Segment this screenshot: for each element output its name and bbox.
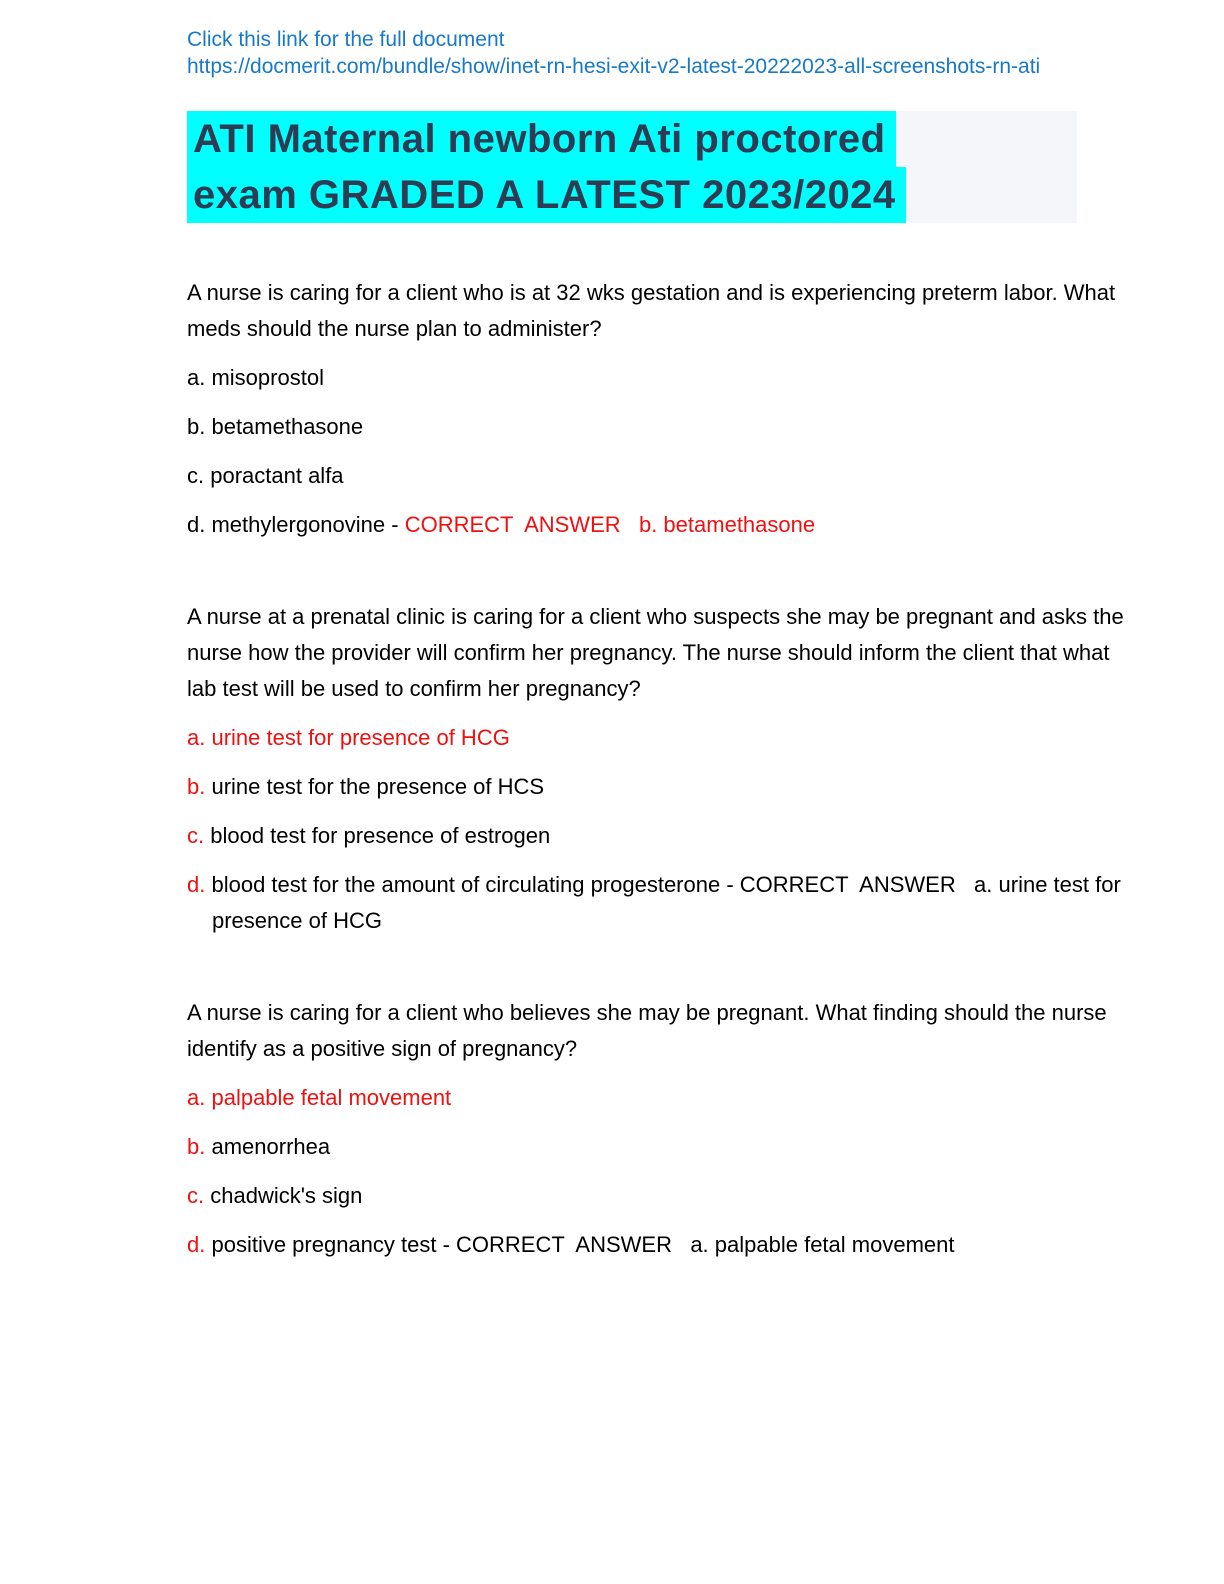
question-block — [187, 599, 1130, 939]
answer-option — [187, 720, 1130, 756]
question-prompt: A nurse at a prenatal clinic is caring for a client who suspects she may be pregnant and asks the nurse how the provider will confirm her pregnancy. The nurse should inform the client that what lab test will be used to confirm her pregnancy? — [187, 604, 1124, 701]
answer-option — [187, 1080, 1130, 1116]
page-title-line-1: ATI Maternal newborn Ati proctored — [187, 111, 896, 167]
option-text: poractant alfa — [210, 463, 344, 488]
questions — [187, 275, 1130, 1263]
option-text: c. — [187, 463, 211, 488]
option-text: betamethasone — [211, 414, 364, 439]
option-text: amenorrhea — [211, 1134, 331, 1159]
link-url[interactable]: https://docmerit.com/bundle/show/inet-rn-hesi-exit-v2-latest-20222023-all-screenshots-rn-ati — [187, 55, 1041, 78]
option-text-red: a. — [187, 725, 212, 750]
full-document-link[interactable] — [187, 26, 1130, 80]
option-text-red: c. — [187, 1183, 211, 1208]
answer-option — [187, 1129, 1130, 1165]
question-prompt: A nurse is caring for a client who is at 32 wks gestation and is experiencing preterm labor. What meds should the nurse plan to administer? — [187, 280, 1116, 341]
option-text-red: CORRECT ANSWER b. betamethasone — [404, 512, 816, 537]
answer-option — [187, 1178, 1130, 1214]
option-text-red: a. — [187, 1085, 212, 1110]
answer-option — [187, 769, 1130, 805]
page-title-line-2: exam GRADED A LATEST 2023/2024 — [187, 167, 906, 223]
answer-option — [187, 818, 1130, 854]
answer-option — [187, 1227, 1130, 1263]
title-highlight-block — [187, 111, 1077, 223]
option-text: a. — [187, 365, 212, 390]
question-prompt: A nurse is caring for a client who believes she may be pregnant. What finding should the nurse identify as a positive sign of pregnancy? — [187, 1000, 1107, 1061]
question-block — [187, 275, 1130, 543]
option-text-red: b. — [187, 774, 212, 799]
option-text-red: b. — [187, 1134, 212, 1159]
option-text-red: urine test for presence of HCG — [211, 725, 510, 750]
answer-option — [187, 867, 1130, 939]
answer-option — [187, 458, 1130, 494]
question-block — [187, 995, 1130, 1263]
option-text-red: palpable fetal movement — [211, 1085, 452, 1110]
option-text: b. — [187, 414, 212, 439]
option-text-red: c. — [187, 823, 211, 848]
option-text: blood test for the amount of circulating progesterone - CORRECT ANSWER a. urine test for presence of HCG — [211, 872, 1127, 933]
option-text: urine test for the presence of HCS — [211, 774, 545, 799]
option-text: positive pregnancy test - CORRECT ANSWER a. palpable fetal movement — [211, 1232, 955, 1257]
option-text: chadwick's sign — [210, 1183, 363, 1208]
link-label[interactable]: Click this link for the full document — [187, 28, 505, 51]
answer-option — [187, 360, 1130, 396]
answer-option — [187, 409, 1130, 445]
option-text: methylergonovine - — [211, 512, 405, 537]
option-text-red: d. — [187, 872, 212, 897]
option-text: misoprostol — [211, 365, 324, 390]
answer-option — [187, 507, 1130, 543]
option-text: blood test for presence of estrogen — [210, 823, 551, 848]
option-text-red: d. — [187, 1232, 212, 1257]
option-text: d. — [187, 512, 212, 537]
